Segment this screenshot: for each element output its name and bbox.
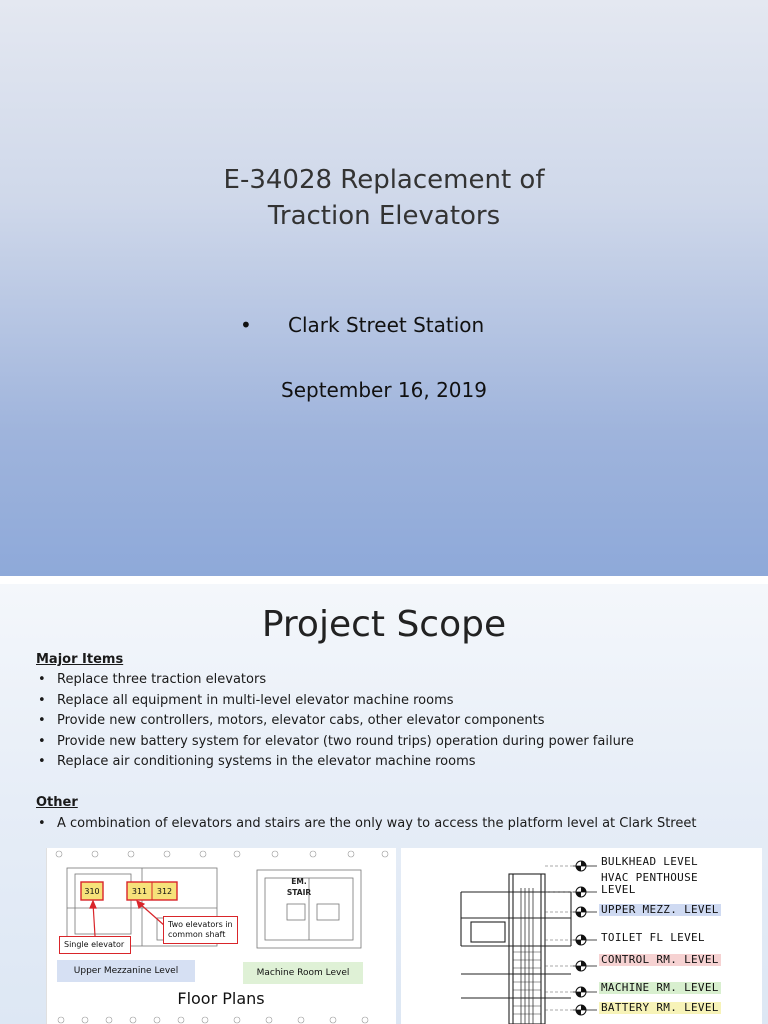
list-item: • Replace all equipment in multi-level elevator machine rooms [36, 691, 634, 712]
elevator-312-label: 312 [156, 887, 173, 896]
project-scope-slide [0, 584, 768, 1024]
slide-title [0, 162, 768, 234]
list-item: • A combination of elevators and stairs are the only way to access the platform level at Clark Street [36, 814, 696, 835]
list-item: • Provide new controllers, motors, elevator cabs, other elevator components [36, 711, 634, 732]
em-stair-label [279, 876, 319, 898]
stair-line-1: EM. [291, 877, 307, 886]
level-label-machine-room: MACHINE RM. LEVEL [601, 981, 719, 994]
other-heading: Other [36, 795, 78, 810]
upper-mezzanine-tag: Upper Mezzanine Level [57, 960, 195, 982]
title-line-2: Traction Elevators [267, 201, 501, 231]
machine-room-tag: Machine Room Level [243, 962, 363, 984]
level-label: HVAC PENTHOUSE [601, 871, 698, 884]
level-label-upper-mezz: UPPER MEZZ. LEVEL [601, 903, 719, 916]
list-item: • Replace three traction elevators [36, 670, 634, 691]
level-label: BULKHEAD LEVEL [601, 855, 698, 868]
major-items-heading: Major Items [36, 652, 124, 667]
title-line-1: E-34028 Replacement of [223, 165, 545, 195]
list-item: • Provide new battery system for elevator (two round trips) operation during power failure [36, 732, 634, 753]
single-elevator-callout: Single elevator [59, 936, 131, 954]
major-items-list [36, 670, 634, 773]
floor-plans-caption: Floor Plans [177, 989, 265, 1008]
presentation-date: September 16, 2019 [281, 378, 487, 402]
other-items-list [36, 814, 696, 835]
slide-divider [0, 576, 768, 584]
level-label: TOILET FL LEVEL [601, 931, 705, 944]
stair-line-2: STAIR [286, 888, 312, 897]
level-label: LEVEL [601, 883, 636, 896]
elevator-310-label: 310 [84, 887, 100, 896]
section-drawing [401, 848, 762, 1024]
station-name: Clark Street Station [288, 313, 485, 337]
elevator-311-label: 311 [131, 887, 148, 896]
two-elevators-callout: Two elevators in common shaft [163, 916, 238, 944]
level-label-control-room: CONTROL RM. LEVEL [601, 953, 719, 966]
bullet-symbol: • [240, 313, 252, 337]
station-bullet [240, 313, 484, 337]
section-elevation-image [401, 848, 762, 1024]
level-label-battery-room: BATTERY RM. LEVEL [601, 1001, 719, 1014]
slide-title: Project Scope [261, 604, 507, 645]
list-item: • Replace air conditioning systems in the elevator machine rooms [36, 752, 634, 773]
